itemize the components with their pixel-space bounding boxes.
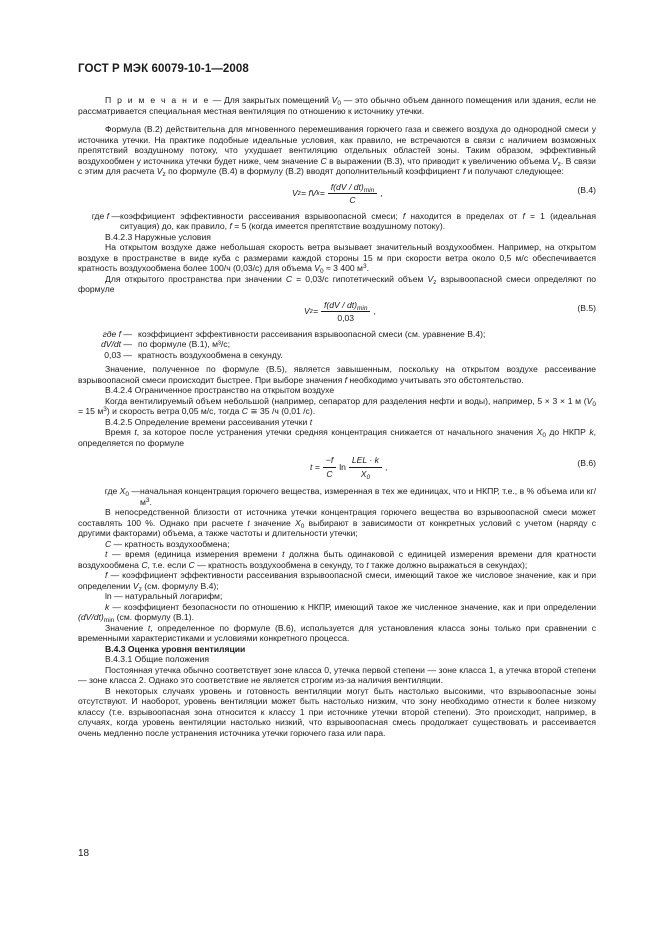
section-b43-title: В.4.3 Оценка уровня вентиляции xyxy=(105,643,246,654)
where-block-f: где f — коэффициент эффективности рассеивания взрывоопасной смеси; f находится в пределах от f = 1 (идеальная ситуация) до, как правило, f = 5 (когда имеется препятствие воздушному потоку). xyxy=(91,210,596,231)
equation-number: (В.6) xyxy=(577,458,596,468)
paragraph-dispersion-time: Время t, за которое после устранения утечки средняя концентрация снижается от начального значения $X_0$ до НКПР k, определяется по формуле xyxy=(78,427,596,448)
paragraph-open-space: Для открытого пространства при значении C = 0,03/с гипотетический объем $V_z$ взрывоопасной смеси определяют по формуле xyxy=(78,273,596,294)
fraction: $\frac{f(dV / dt)_{min}}{0,03}$ xyxy=(321,300,370,324)
paragraph-release-grades: Постоянная утечка обычно соответствует зоне класса 0, утечка первой степени — зоне класса 1, а утечка второй степени — зоне класса 2. Однако это соответствие не является строгим из-за наличия вентиляции. xyxy=(78,664,596,685)
equation-number: (В.5) xyxy=(577,302,596,313)
where-item: 0,03 — кратность воздухообмена в секунду. xyxy=(104,349,283,360)
paragraph-limited-space: Когда вентилируемый объем небольшой (например, сепаратор для разделения нефти и воды), например, 5 × 3 × 1 м ($V_0 = 15$ $м^3$) и скорость ветра 0,05 м/с, тогда C ≅ 35 /ч (0,01 /с). xyxy=(78,395,596,416)
paragraph-ventilation-levels: В некоторых случаях уровень и готовность вентиляции могут быть настолько высокими, что взрывоопасные зоны отсутствуют. И наоборот, уровень вентиляции может быть настолько низким, что зону необходимо отнести к более низкому классу (т.е. взрывоопасная зона относится к классу 1 при источнике утечки второй степени). Это происходит, например, в случаях, когда уровень вентиляции настолько низкий, что взрывоопасная смесь продолжает существовать и рассеивается очень медленно после устранения источника утечки горючего газа или пара. xyxy=(78,685,596,738)
equation-b4: V z = fV k = $\frac{f(dV / dt)_{min}}{C}$ , (В.4) xyxy=(292,181,596,205)
equation-b6: t = $\frac{-f}{C}$ ln $\frac{\text{LEL · k}}{X_0}$ , (В.6) xyxy=(310,455,596,481)
paragraph-outdoor: На открытом воздухе даже небольшая скорость ветра вызывает значительный воздухообмен. Например, на открытом воздухе в пространстве в виде куба с размерами каждой стороны 15 м при скорости ветра около 0,5 м/с обеспечивается кратность воздухообмена более 100/ч (0,03/с) для объема $V_0 \approx 3$ 400 $м^3$. xyxy=(78,242,596,275)
where-block-list xyxy=(66,329,596,361)
paragraph-formula-b2: Формула (В.2) действительна для мгновенного перемешивания горючего газа и свежего воздуха до однородной смеси у источника утечки. На практике подобные идеальные условия, как правило, не встречаются в связи с наличием возможных препятствий воздушному потоку, что ухудшает вентиляцию отдельных областей зоны. Таким образом, эффективный воздухообмен у источника утечки будет ниже, чем значение C в выражении (В.3), что приводит к увеличению объема $V_z$. В связи с этим для расчета $V_z$ по формуле (В.4) в формулу (В.2) вводят дополнительный коэффициент f и получают следующее: xyxy=(78,124,596,178)
equation-number: (В.4) xyxy=(577,184,596,195)
section-b431-title: В.4.3.1 Общие положения xyxy=(105,654,210,664)
document-header: ГОСТ Р МЭК 60079-10-1—2008 xyxy=(78,63,249,75)
definition-ln: ln — натуральный логарифм; xyxy=(105,591,223,601)
page-body xyxy=(78,95,596,738)
definition-c: C — кратность воздухообмена; xyxy=(105,538,230,549)
note-paragraph: П р и м е ч а н и е — Для закрытых помещений $V_0$ — это обычно объем данного помещения или здания, если не рассматривается специальная местная вентиляция по отношению к источнику утечки. xyxy=(78,95,596,116)
where-block-x0: где $X_0$ — начальная концентрация горючего вещества, измеренная в тех же единицах, что и НКПР, т.е., в % объема или $кг/м^3$. xyxy=(104,486,596,507)
fraction: $\frac{f(dV / dt)_{min}}{C}$ xyxy=(328,182,377,206)
definition-t: t — время (единица измерения времени t должна быть одинаковой с единицей измерения времени для кратности воздухообмена C, т.е. если C — кратность воздухообмена в секунду, то t также должно выражаться в секундах); xyxy=(78,549,597,570)
section-b424-title: В.4.2.4 Ограниченное пространство на открытом воздухе xyxy=(105,385,335,395)
paragraph-concentration: В непосредственной близости от источника утечки концентрация горючего вещества во взрывоопасной смеси может составлять 100 %. Однако при расчете t значение $X_0$ выбирают в зависимости от конкретных условий с учетом (наряду с другими факторами) объема, а также частоты и длительности утечки; xyxy=(78,507,596,538)
paragraph-t-usage: Значение t, определенное по формуле (В.6), используется для установления класса зоны только при сравнении с временными характеристиками и условиями конкретного процесса. xyxy=(78,622,597,643)
section-b423-title: В.4.2.3 Наружные условия xyxy=(105,231,211,242)
where-item: dV/dt — по формуле (В.1), м³/с; xyxy=(100,339,230,349)
section-b425-title: В.4.2.5 Определение времени рассеивания утечки t xyxy=(105,416,313,427)
page-number: 18 xyxy=(78,848,90,859)
paragraph-overestimate: Значение, полученное по формуле (В.5), является завышенным, поскольку на открытом воздухе рассеивание взрывоопасной смеси происходит быстрее. При выборе значения f необходимо учитывать это обстоятельство. xyxy=(78,364,596,385)
definition-f: f — коэффициент эффективности рассеивания взрывоопасной смеси, имеющий такое же числовое значение, как и при определении $V_z$ (см. формулу В.4); xyxy=(78,570,596,593)
where-item: где f — коэффициент эффективности рассеивания взрывоопасной смеси (см. уравнение В.4); xyxy=(102,328,486,339)
fraction: $\frac{-f}{C}$ xyxy=(323,455,336,479)
fraction: $\frac{\text{LEL · k}}{X_0}$ xyxy=(349,455,382,479)
definition-k: k — коэффициент безопасности по отношению к НКПР, имеющий такое же численное значение, как и при определении $(dV/dt)_{min}$ (см. формулу (В.1). xyxy=(78,601,596,624)
equation-b5: V z = $\frac{f(dV / dt)_{min}}{0,03}$ , (В.5) xyxy=(304,299,596,323)
